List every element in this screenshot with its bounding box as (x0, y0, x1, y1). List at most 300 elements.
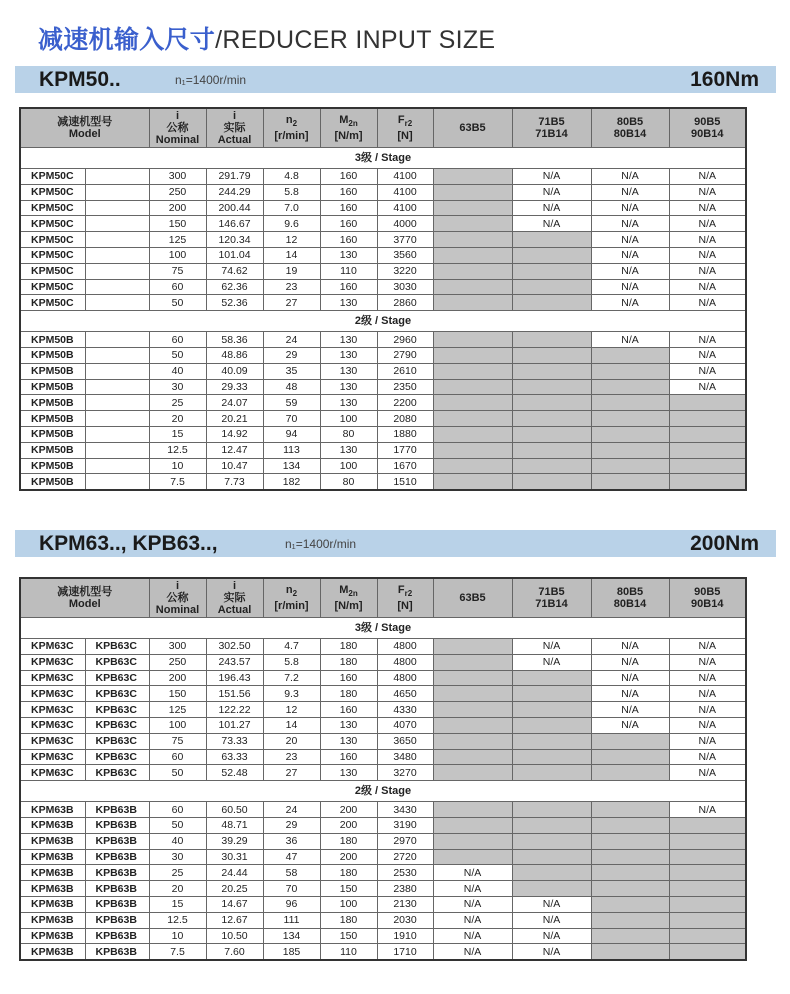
table-row (20, 686, 746, 702)
cell-ratio-nominal: 250 (149, 184, 206, 200)
cell-output-torque: 160 (320, 279, 377, 295)
header-ratio-nominal (149, 578, 206, 618)
table-row (20, 881, 746, 897)
cell-model-kpm: KPM63B (20, 912, 85, 928)
cell-model-kpm: KPM50B (20, 474, 85, 490)
cell-ratio-actual: 20.21 (206, 411, 263, 427)
table-row (20, 332, 746, 348)
table-row (20, 639, 746, 655)
cell-ratio-actual: 60.50 (206, 802, 263, 818)
stage-label: 2级 / Stage (20, 781, 746, 802)
cell-adapter-available (669, 849, 746, 865)
cell-model-kpb: KPB63B (85, 865, 149, 881)
stage-label: 3级 / Stage (20, 148, 746, 169)
cell-adapter-na: N/A (591, 639, 669, 655)
cell-output-speed: 14 (263, 717, 320, 733)
cell-adapter-available (433, 363, 512, 379)
title-cn: 减速机输入尺寸 (38, 26, 216, 54)
cell-adapter-available (512, 426, 591, 442)
cell-ratio-actual: 48.86 (206, 347, 263, 363)
cell-model-kpb: KPB63C (85, 702, 149, 718)
cell-ratio-actual: 30.31 (206, 849, 263, 865)
table-row (20, 702, 746, 718)
cell-adapter-available (669, 865, 746, 881)
cell-model-kpb (85, 200, 149, 216)
cell-model-kpb (85, 474, 149, 490)
cell-adapter-na: N/A (512, 169, 591, 185)
cell-ratio-actual: 7.60 (206, 944, 263, 960)
cell-output-speed: 24 (263, 802, 320, 818)
cell-adapter-available (591, 912, 669, 928)
cell-adapter-na: N/A (512, 928, 591, 944)
cell-output-speed: 36 (263, 833, 320, 849)
cell-model-kpm: KPM63C (20, 749, 85, 765)
cell-adapter-available (669, 833, 746, 849)
cell-model-kpb: KPB63B (85, 849, 149, 865)
cell-output-speed: 29 (263, 347, 320, 363)
header-text: 80B14 (613, 128, 647, 140)
cell-model-kpb: KPB63B (85, 912, 149, 928)
cell-ratio-actual: 7.73 (206, 474, 263, 490)
cell-output-speed: 12 (263, 232, 320, 248)
cell-model-kpb: KPB63C (85, 686, 149, 702)
cell-output-speed: 182 (263, 474, 320, 490)
table-row (20, 295, 746, 311)
cell-adapter-na: N/A (669, 749, 746, 765)
cell-adapter-na: N/A (591, 295, 669, 311)
cell-output-speed: 70 (263, 881, 320, 897)
cell-model-kpb: KPB63B (85, 881, 149, 897)
header-output-speed (263, 108, 320, 148)
header-text: r2 (404, 589, 413, 599)
table-row (20, 200, 746, 216)
cell-adapter-available (433, 216, 512, 232)
cell-model-kpm: KPM50C (20, 200, 85, 216)
header-text: Nominal (155, 604, 200, 616)
cell-adapter-available (512, 765, 591, 781)
header-adapter (512, 578, 591, 618)
table-row (20, 733, 746, 749)
cell-output-speed: 96 (263, 896, 320, 912)
cell-adapter-available (433, 426, 512, 442)
cell-ratio-actual: 200.44 (206, 200, 263, 216)
cell-radial-load: 3480 (377, 749, 433, 765)
cell-ratio-nominal: 10 (149, 458, 206, 474)
cell-adapter-na: N/A (669, 263, 746, 279)
cell-model-kpm: KPM50B (20, 442, 85, 458)
cell-ratio-actual: 101.04 (206, 247, 263, 263)
table-row (20, 849, 746, 865)
cell-ratio-nominal: 30 (149, 849, 206, 865)
cell-adapter-available (669, 944, 746, 960)
cell-adapter-available (433, 411, 512, 427)
cell-adapter-available (433, 849, 512, 865)
cell-adapter-na: N/A (669, 247, 746, 263)
cell-model-kpm: KPM63B (20, 865, 85, 881)
cell-adapter-available (669, 458, 746, 474)
cell-ratio-actual: 291.79 (206, 169, 263, 185)
table-row (20, 802, 746, 818)
spec-table-kpm50 (19, 107, 747, 491)
cell-adapter-available (433, 686, 512, 702)
cell-model-kpb (85, 295, 149, 311)
table-row (20, 411, 746, 427)
cell-adapter-available (591, 765, 669, 781)
cell-model-kpb (85, 426, 149, 442)
cell-adapter-available (512, 881, 591, 897)
cell-adapter-na: N/A (669, 232, 746, 248)
cell-model-kpb (85, 347, 149, 363)
header-radial-load (377, 108, 433, 148)
cell-output-torque: 180 (320, 639, 377, 655)
cell-ratio-actual: 196.43 (206, 670, 263, 686)
cell-ratio-nominal: 30 (149, 379, 206, 395)
cell-adapter-available (512, 833, 591, 849)
input-speed: n₁=1400r/min (285, 537, 357, 551)
cell-adapter-available (512, 474, 591, 490)
cell-output-torque: 160 (320, 216, 377, 232)
header-output-torque (320, 578, 377, 618)
cell-output-torque: 130 (320, 442, 377, 458)
header-text: F (397, 113, 405, 126)
cell-output-speed: 58 (263, 865, 320, 881)
table-row (20, 232, 746, 248)
cell-adapter-available (591, 881, 669, 897)
header-text: 公称 (166, 592, 189, 604)
cell-model-kpm: KPM50C (20, 263, 85, 279)
cell-adapter-available (512, 849, 591, 865)
cell-output-torque: 180 (320, 833, 377, 849)
cell-adapter-na: N/A (591, 279, 669, 295)
cell-adapter-available (512, 395, 591, 411)
cell-adapter-available (512, 347, 591, 363)
header-text: 实际 (223, 122, 246, 134)
cell-output-torque: 100 (320, 411, 377, 427)
header-adapter (669, 578, 746, 618)
cell-output-torque: 130 (320, 765, 377, 781)
header-text: [r/min] (274, 130, 309, 143)
header-text: i (175, 580, 180, 592)
cell-adapter-available (512, 817, 591, 833)
cell-model-kpb (85, 263, 149, 279)
cell-adapter-na: N/A (669, 279, 746, 295)
header-row (20, 578, 746, 618)
cell-adapter-available (433, 733, 512, 749)
cell-adapter-available (591, 411, 669, 427)
cell-adapter-available (591, 474, 669, 490)
cell-adapter-available (512, 263, 591, 279)
stage-row (20, 148, 746, 169)
cell-adapter-na: N/A (433, 865, 512, 881)
cell-ratio-nominal: 200 (149, 200, 206, 216)
cell-model-kpb (85, 379, 149, 395)
cell-model-kpm: KPM50C (20, 247, 85, 263)
cell-adapter-available (512, 686, 591, 702)
stage-row (20, 311, 746, 332)
cell-adapter-available (591, 458, 669, 474)
cell-adapter-available (591, 865, 669, 881)
cell-ratio-actual: 302.50 (206, 639, 263, 655)
cell-ratio-actual: 74.62 (206, 263, 263, 279)
cell-ratio-actual: 24.07 (206, 395, 263, 411)
cell-adapter-available (433, 200, 512, 216)
cell-model-kpb (85, 184, 149, 200)
cell-adapter-available (669, 817, 746, 833)
cell-model-kpm: KPM50C (20, 279, 85, 295)
cell-output-torque: 160 (320, 169, 377, 185)
cell-ratio-actual: 52.36 (206, 295, 263, 311)
cell-ratio-actual: 243.57 (206, 654, 263, 670)
cell-radial-load: 4100 (377, 200, 433, 216)
cell-ratio-nominal: 100 (149, 717, 206, 733)
cell-ratio-actual: 73.33 (206, 733, 263, 749)
cell-ratio-nominal: 60 (149, 279, 206, 295)
cell-output-torque: 130 (320, 395, 377, 411)
cell-radial-load: 1880 (377, 426, 433, 442)
cell-ratio-nominal: 60 (149, 332, 206, 348)
cell-adapter-available (669, 426, 746, 442)
cell-adapter-available (433, 395, 512, 411)
title-en: /REDUCER INPUT SIZE (215, 26, 496, 54)
cell-ratio-nominal: 300 (149, 639, 206, 655)
cell-output-torque: 80 (320, 426, 377, 442)
header-output-torque (320, 108, 377, 148)
cell-adapter-available (512, 717, 591, 733)
cell-output-torque: 130 (320, 295, 377, 311)
cell-adapter-na: N/A (669, 295, 746, 311)
cell-ratio-nominal: 50 (149, 347, 206, 363)
cell-adapter-na: N/A (591, 169, 669, 185)
cell-output-speed: 19 (263, 263, 320, 279)
cell-output-speed: 113 (263, 442, 320, 458)
cell-ratio-nominal: 12.5 (149, 912, 206, 928)
header-text: i (175, 110, 180, 122)
header-text: M (339, 583, 349, 596)
cell-model-kpb: KPB63B (85, 833, 149, 849)
cell-model-kpb: KPB63B (85, 944, 149, 960)
cell-adapter-available (591, 928, 669, 944)
header-text: 减速机型号 (57, 116, 113, 128)
cell-adapter-available (433, 347, 512, 363)
cell-model-kpm: KPM63C (20, 639, 85, 655)
cell-model-kpm: KPM63C (20, 702, 85, 718)
cell-adapter-available (433, 232, 512, 248)
cell-adapter-na: N/A (591, 717, 669, 733)
cell-radial-load: 4100 (377, 184, 433, 200)
cell-radial-load: 3030 (377, 279, 433, 295)
cell-output-speed: 111 (263, 912, 320, 928)
cell-model-kpb: KPB63B (85, 817, 149, 833)
cell-ratio-nominal: 12.5 (149, 442, 206, 458)
stage-row (20, 618, 746, 639)
cell-ratio-nominal: 20 (149, 881, 206, 897)
table-row (20, 833, 746, 849)
cell-ratio-nominal: 200 (149, 670, 206, 686)
cell-model-kpm: KPM63C (20, 733, 85, 749)
header-text: 实际 (223, 592, 246, 604)
cell-model-kpb (85, 363, 149, 379)
table-row (20, 912, 746, 928)
header-text: M (339, 113, 349, 126)
header-text: 63B5 (459, 592, 486, 604)
cell-ratio-actual: 10.47 (206, 458, 263, 474)
cell-adapter-available (669, 474, 746, 490)
cell-output-speed: 94 (263, 426, 320, 442)
cell-output-speed: 23 (263, 279, 320, 295)
cell-adapter-na: N/A (591, 670, 669, 686)
cell-adapter-available (433, 654, 512, 670)
cell-output-torque: 150 (320, 928, 377, 944)
section-band-kpm63 (15, 530, 776, 557)
cell-ratio-nominal: 125 (149, 702, 206, 718)
header-text: n (285, 113, 293, 126)
cell-ratio-nominal: 300 (149, 169, 206, 185)
cell-radial-load: 1910 (377, 928, 433, 944)
cell-output-speed: 27 (263, 295, 320, 311)
cell-adapter-available (433, 749, 512, 765)
cell-model-kpm: KPM50B (20, 426, 85, 442)
table-row (20, 347, 746, 363)
table-row (20, 765, 746, 781)
header-model (20, 578, 149, 618)
cell-adapter-available (669, 395, 746, 411)
cell-radial-load: 2530 (377, 865, 433, 881)
section-model: KPM50.. (39, 68, 121, 91)
cell-adapter-available (433, 247, 512, 263)
cell-output-speed: 5.8 (263, 654, 320, 670)
cell-ratio-nominal: 50 (149, 765, 206, 781)
cell-adapter-na: N/A (669, 802, 746, 818)
cell-adapter-available (669, 896, 746, 912)
cell-adapter-na: N/A (591, 654, 669, 670)
table-row (20, 216, 746, 232)
cell-adapter-na: N/A (512, 639, 591, 655)
cell-adapter-available (591, 944, 669, 960)
header-text: 2 (292, 589, 298, 599)
cell-adapter-na: N/A (433, 912, 512, 928)
header-ratio-nominal (149, 108, 206, 148)
cell-ratio-nominal: 150 (149, 216, 206, 232)
cell-output-torque: 100 (320, 458, 377, 474)
cell-ratio-actual: 10.50 (206, 928, 263, 944)
cell-output-speed: 24 (263, 332, 320, 348)
cell-model-kpb: KPB63C (85, 765, 149, 781)
cell-adapter-available (433, 802, 512, 818)
cell-adapter-available (433, 817, 512, 833)
cell-adapter-available (512, 749, 591, 765)
cell-model-kpm: KPM63B (20, 833, 85, 849)
cell-adapter-available (591, 442, 669, 458)
cell-output-speed: 12 (263, 702, 320, 718)
cell-output-torque: 130 (320, 379, 377, 395)
cell-adapter-available (512, 733, 591, 749)
cell-ratio-actual: 48.71 (206, 817, 263, 833)
cell-model-kpb: KPB63C (85, 639, 149, 655)
cell-radial-load: 3220 (377, 263, 433, 279)
header-text: 2 (292, 119, 298, 129)
cell-model-kpm: KPM50B (20, 332, 85, 348)
header-text: 减速机型号 (57, 586, 113, 598)
cell-adapter-na: N/A (669, 654, 746, 670)
input-speed: n₁=1400r/min (175, 73, 247, 87)
cell-radial-load: 2130 (377, 896, 433, 912)
cell-adapter-na: N/A (591, 263, 669, 279)
table-row (20, 928, 746, 944)
cell-model-kpb (85, 395, 149, 411)
table-row (20, 363, 746, 379)
cell-ratio-nominal: 40 (149, 833, 206, 849)
cell-output-speed: 4.7 (263, 639, 320, 655)
cell-ratio-actual: 120.34 (206, 232, 263, 248)
cell-output-torque: 130 (320, 347, 377, 363)
cell-adapter-available (591, 896, 669, 912)
header-text: 公称 (166, 122, 189, 134)
cell-ratio-actual: 122.22 (206, 702, 263, 718)
cell-ratio-nominal: 7.5 (149, 474, 206, 490)
header-text: 90B14 (691, 598, 724, 610)
header-text: Actual (217, 604, 252, 616)
cell-output-speed: 4.8 (263, 169, 320, 185)
cell-model-kpm: KPM63B (20, 849, 85, 865)
header-text: [N/m] (334, 600, 363, 613)
cell-adapter-available (433, 474, 512, 490)
cell-model-kpm: KPM63B (20, 802, 85, 818)
header-text: 90B5 (694, 586, 721, 598)
table-row (20, 670, 746, 686)
header-radial-load (377, 578, 433, 618)
header-text: 2n (348, 589, 358, 599)
cell-output-torque: 200 (320, 802, 377, 818)
cell-output-speed: 134 (263, 458, 320, 474)
header-text: i (232, 580, 237, 592)
cell-radial-load: 3270 (377, 765, 433, 781)
cell-radial-load: 3770 (377, 232, 433, 248)
cell-output-torque: 160 (320, 200, 377, 216)
cell-model-kpb (85, 169, 149, 185)
cell-ratio-nominal: 60 (149, 802, 206, 818)
cell-output-speed: 23 (263, 749, 320, 765)
cell-ratio-nominal: 50 (149, 295, 206, 311)
cell-ratio-actual: 244.29 (206, 184, 263, 200)
cell-model-kpb (85, 411, 149, 427)
header-ratio-actual (206, 108, 263, 148)
cell-adapter-available (591, 833, 669, 849)
cell-output-torque: 200 (320, 817, 377, 833)
cell-adapter-available (591, 749, 669, 765)
cell-model-kpm: KPM63C (20, 686, 85, 702)
cell-adapter-na: N/A (591, 702, 669, 718)
stage-row (20, 781, 746, 802)
cell-ratio-nominal: 60 (149, 749, 206, 765)
cell-adapter-available (591, 379, 669, 395)
cell-adapter-na: N/A (512, 200, 591, 216)
cell-ratio-nominal: 75 (149, 263, 206, 279)
cell-model-kpm: KPM50C (20, 232, 85, 248)
cell-radial-load: 3650 (377, 733, 433, 749)
header-text: r2 (404, 119, 413, 129)
cell-model-kpb (85, 232, 149, 248)
table-row (20, 654, 746, 670)
table-row (20, 717, 746, 733)
cell-output-speed: 27 (263, 765, 320, 781)
table-row (20, 458, 746, 474)
cell-adapter-na: N/A (669, 184, 746, 200)
cell-output-speed: 35 (263, 363, 320, 379)
cell-output-torque: 180 (320, 654, 377, 670)
cell-model-kpm: KPM50B (20, 379, 85, 395)
cell-output-torque: 160 (320, 702, 377, 718)
header-text: 71B5 (538, 586, 565, 598)
